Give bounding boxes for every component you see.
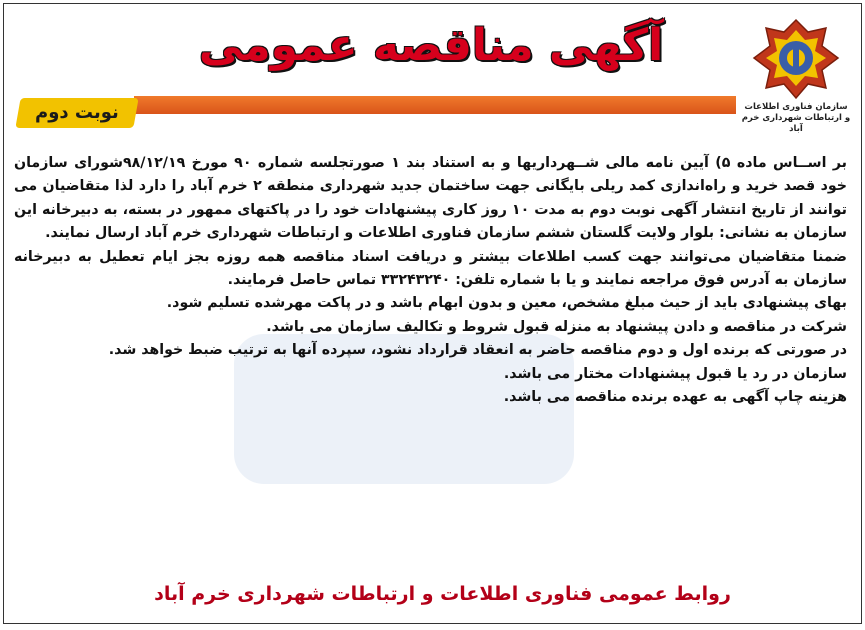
paragraph-cost: هزینه چاپ آگهی به عهده برنده مناقصه می باشد. bbox=[503, 389, 847, 406]
paragraph-conditions: شرکت در مناقصه و دادن پیشنهاد به منزله قبول شروط و تکالیف سازمان می باشد. bbox=[266, 318, 847, 335]
round-badge bbox=[15, 98, 138, 128]
tender-notice bbox=[3, 3, 862, 624]
paragraph-discretion: سازمان در رد یا قبول پیشنهادات مختار می باشد. bbox=[503, 365, 847, 382]
paragraph-main: بر اســاس ماده ۵) آیین نامه مالی شــهرداریها و به استناد بند ۱ صورتجلسه شماره ۹۰ مورخ ۹۸/۱۲/۱۹شورای سازمان خود قصد خرید و راه‌اندازی کمد ریلی بایگانی جهت ساختمان جدید شهرداری منطقه ۲ خرم آباد را دارد لذا متقاضیان می توانند از تاریخ انتشار آگهی نوبت دوم به مدت ۱۰ روز کاری پیشنهادات خود را در پاکتهای ممهور در بسته، به دبیرخانه این سازمان به نشانی: بلوار ولایت گلستان ششم سازمان فناوری اطلاعات و ارتباطات شهرداری خرم آباد ارسال نمایند. bbox=[14, 155, 847, 242]
round-badge-label: نوبت دوم bbox=[35, 102, 119, 123]
municipality-emblem-icon bbox=[750, 18, 842, 100]
org-caption: سازمان فناوری اطلاعات و ارتباطات شهرداری خرم آباد bbox=[741, 102, 851, 134]
org-logo-block bbox=[741, 18, 851, 134]
notice-title: آگهی مناقصه عمومی bbox=[198, 20, 664, 71]
signature-line: روابط عمومی فناوری اطلاعات و ارتباطات شهرداری خرم آباد bbox=[154, 583, 731, 605]
notice-body bbox=[14, 152, 847, 409]
header-divider-bar bbox=[134, 96, 736, 114]
paragraph-deposit: در صورتی که برنده اول و دوم مناقصه حاضر به انعقاد قرارداد نشود، سپرده آنها به ترتیب ضبط خواهد شد. bbox=[108, 342, 847, 359]
paragraph-price: بهای پیشنهادی باید از حیث مبلغ مشخص، معین و بدون ابهام باشد و در پاکت مهرشده تسلیم شود. bbox=[166, 295, 847, 312]
paragraph-documents: ضمنا متقاضیان می‌توانند جهت کسب اطلاعات بیشتر و دریافت اسناد مناقصه همه روزه بجز ایام تعطیل به دبیرخانه سازمان به آدرس فوق مراجعه نمایند و یا با شماره تلفن: ۳۳۲۴۳۲۴۰ تماس حاصل فرمایند. bbox=[14, 248, 847, 289]
